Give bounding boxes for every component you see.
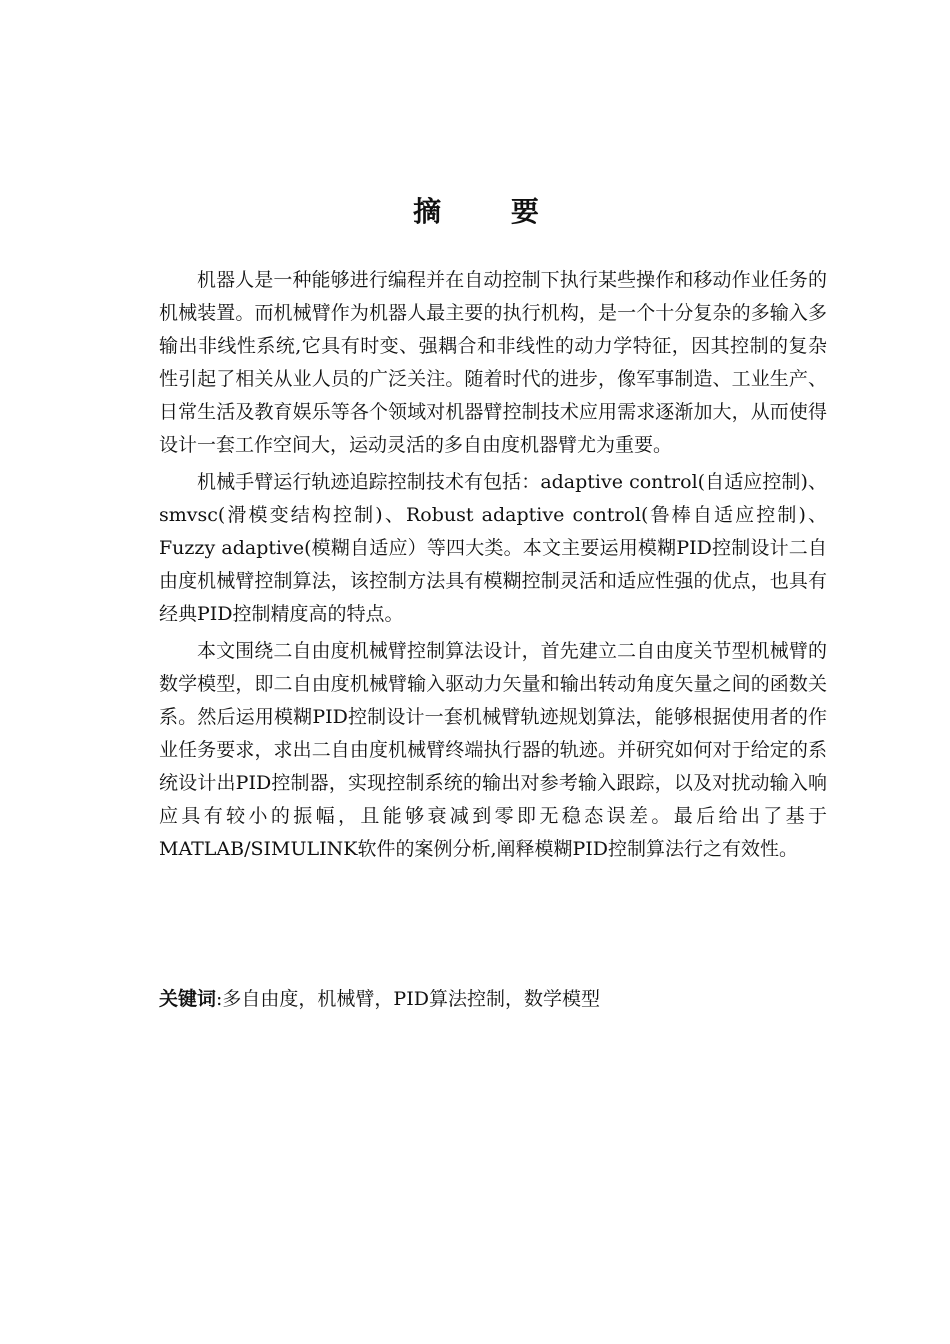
abstract-paragraph-3: 本文围绕二自由度机械臂控制算法设计，首先建立二自由度关节型机械臂的数学模型，即二自由度机械臂输入驱动力矢量和输出转动角度矢量之间的函数关系。然后运用模糊PID控制设计一套机械臂轨迹规划算法，能够根据使用者的作业任务要求，求出二自由度机械臂终端执行器的轨迹。并研究如何对于给定的系统设计出PID控制器，实现控制系统的输出对参考输入跟踪，以及对扰动输入响应具有较小的振幅，且能够衰减到零即无稳态误差。最后给出了基于MATLAB/SIMULINK软件的案例分析,阐释模糊PID控制算法行之有效性。 bbox=[159, 640, 827, 860]
keywords-text: :多自由度，机械臂，PID算法控制，数学模型 bbox=[216, 988, 600, 1010]
abstract-paragraph-2: 机械手臂运行轨迹追踪控制技术有包括：adaptive control(自适应控制)、smvsc(滑模变结构控制)、Robust adaptive control(鲁棒自适应控制)、Fuzzy adaptive(模糊自适应）等四大类。本文主要运用模糊PID控制设计二自由度机械臂控制算法，该控制方法具有模糊控制灵活和适应性强的优点，也具有经典PID控制精度高的特点。 bbox=[159, 471, 827, 625]
abstract-body bbox=[159, 264, 827, 870]
keywords-label: 关键词 bbox=[159, 988, 217, 1010]
abstract-title: 摘 要 bbox=[413, 195, 569, 228]
keywords-line bbox=[159, 984, 827, 1014]
abstract-paragraph-1: 机器人是一种能够进行编程并在自动控制下执行某些操作和移动作业任务的机械装置。而机械臂作为机器人最主要的执行机构，是一个十分复杂的多输入多输出非线性系统,它具有时变、强耦合和非线性的动力学特征，因其控制的复杂性引起了相关从业人员的广泛关注。随着时代的进步，像军事制造、工业生产、日常生活及教育娱乐等各个领域对机器臂控制技术应用需求逐渐加大，从而使得设计一套工作空间大，运动灵活的多自由度机器臂尤为重要。 bbox=[159, 269, 827, 456]
